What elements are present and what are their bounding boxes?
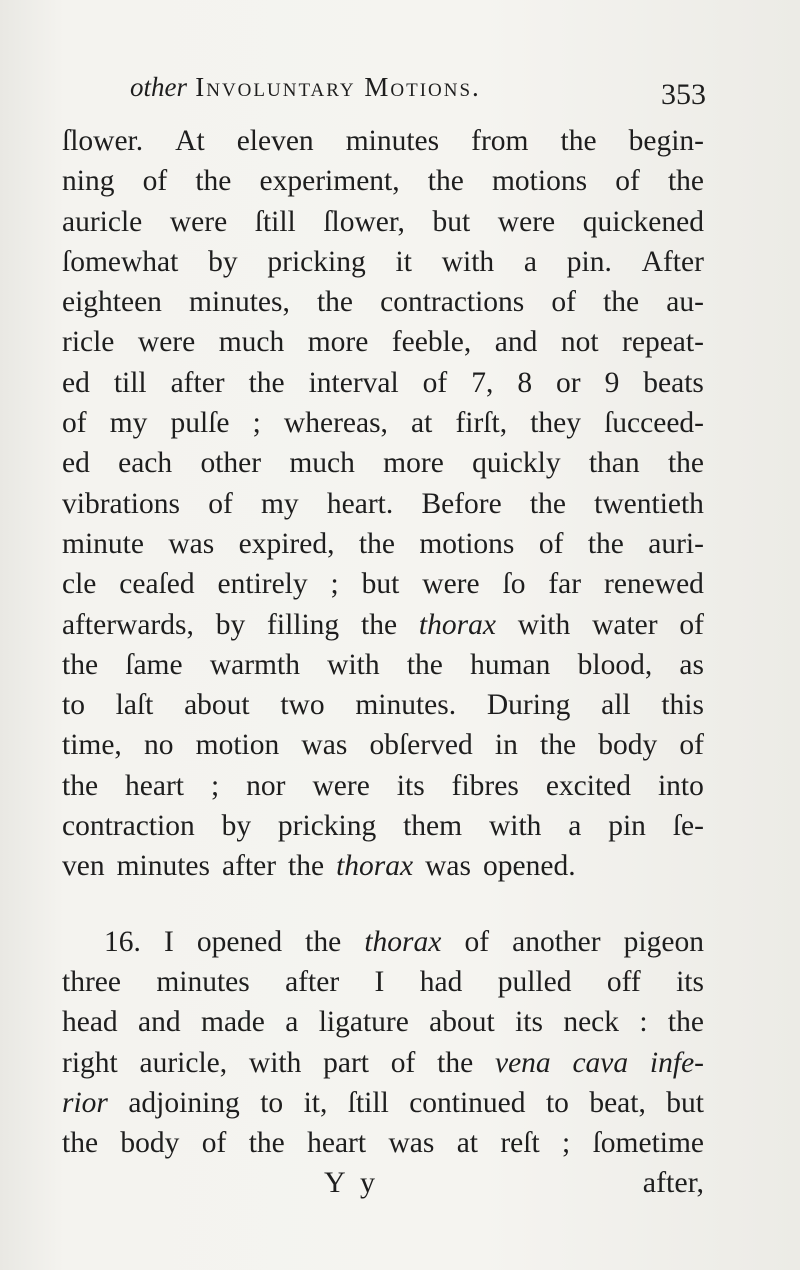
text-line: afterwards, by filling the thorax with water of [62,608,704,641]
signature-mark: Y y [324,1166,380,1199]
text-line: ſlower. At eleven minutes from the begin- [62,125,704,157]
running-head [130,72,481,103]
page-number: 353 [661,78,706,111]
paragraph-continued [62,121,704,887]
text-line: cle ceaſed entirely ; but were ſo far renewed [62,568,704,601]
text-line: right auricle, with part of the vena cava infe- [62,1046,704,1079]
running-head-italic: other [130,72,187,102]
text-line: the ſame warmth with the human blood, as [62,648,704,681]
text-line: auricle were ſtill ſlower, but were quickened [62,205,704,238]
text-line: 16. I opened the thorax of another pigeon [104,925,704,958]
page-footer [62,1166,704,1206]
text-line: ed each other much more quickly than the [62,447,704,480]
text-line: ſomewhat by pricking it with a pin. After [62,245,704,278]
text-line: head and made a ligature about its neck : the [62,1006,704,1039]
text-line: to laſt about two minutes. During all this [62,689,704,722]
paragraph-16 [62,922,704,1164]
text-line: ning of the experiment, the motions of the [62,165,704,198]
page-header [60,68,708,112]
text-line: contraction by pricking them with a pin ſe- [62,810,704,843]
text-line: of my pulſe ; whereas, at firſt, they ſucceed- [62,407,704,440]
body-text [62,121,704,1163]
text-line: time, no motion was obſerved in the body of [62,729,704,762]
text-line: rior adjoining to it, ſtill continued to beat, but [62,1086,704,1119]
catchword: after, [642,1166,704,1199]
text-line: ricle were much more feeble, and not repeat- [62,326,704,359]
text-line: eighteen minutes, the contractions of the au- [62,286,704,319]
text-line: ed till after the interval of 7, 8 or 9 beats [62,366,704,399]
text-line: the body of the heart was at reſt ; ſometime [62,1127,704,1160]
text-line: the heart ; nor were its fibres excited into [62,769,704,802]
text-line: three minutes after I had pulled off its [62,965,704,998]
text-line: ven minutes after the thorax was opened. [62,850,576,883]
running-head-title: Involuntary Motions. [195,72,481,102]
text-line: vibrations of my heart. Before the twentieth [62,487,704,520]
text-line: minute was expired, the motions of the auri- [62,527,704,560]
